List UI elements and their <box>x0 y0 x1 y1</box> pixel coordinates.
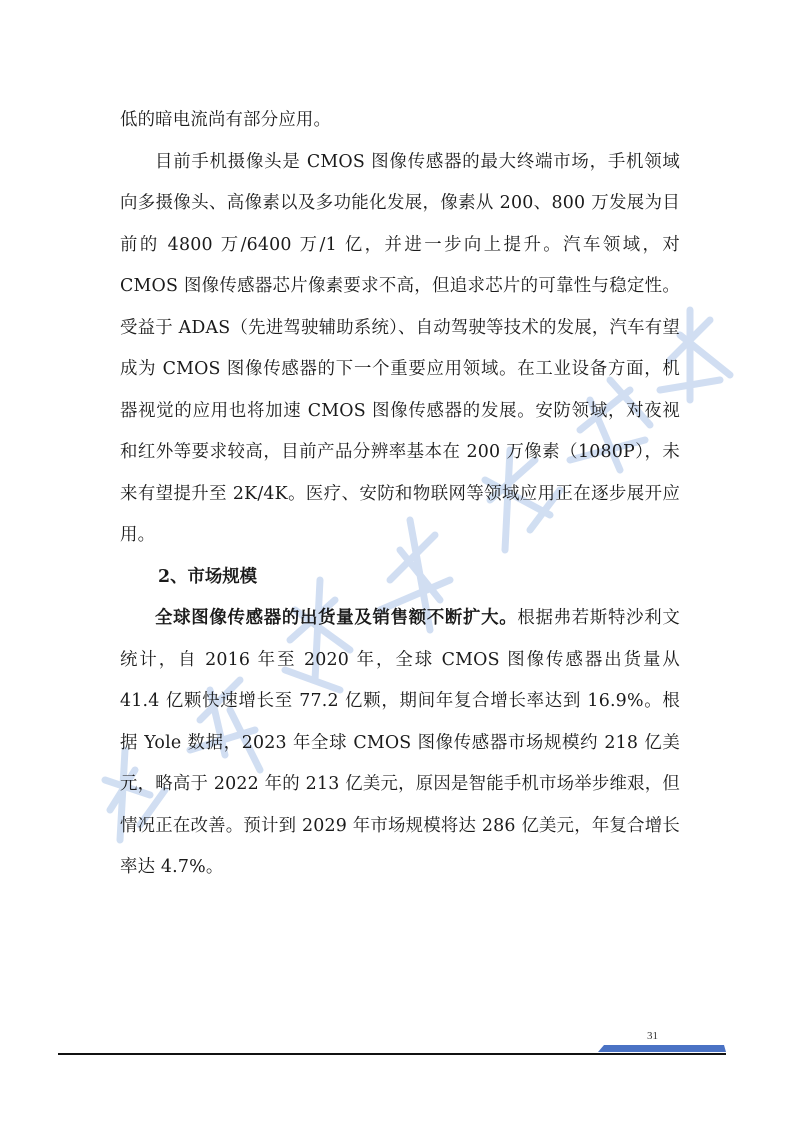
paragraph-applications: 目前手机摄像头是 CMOS 图像传感器的最大终端市场，手机领域向多摄像头、高像素以及多功能化发展，像素从 200、800 万发展为目前的 4800 万/6400 万/1 亿，并进一步向上提升。汽车领域，对 CMOS 图像传感器芯片像素要求不高，但追求芯片的可靠性与稳定性。受益于 ADAS（先进驾驶辅助系统）、自动驾驶等技术的发展，汽车有望成为 CMOS 图像传感器的下一个重要应用领域。在工业设备方面，机器视觉的应用也将加速 CMOS 图像传感器的发展。安防领域，对夜视和红外等要求较高，目前产品分辨率基本在 200 万像素（1080P），未来有望提升至 2K/4K。医疗、安防和物联网等领域应用正在逐步展开应用。 <box>120 151 680 545</box>
paragraph-bold-lead: 全球图像传感器的出货量及销售额不断扩大。 <box>155 608 518 628</box>
footer-rule <box>58 1053 726 1055</box>
section-heading-market-size: 2、市场规模 <box>158 566 258 587</box>
paragraph-market-text: 根据弗若斯特沙利文统计，自 2016 年至 2020 年，全球 CMOS 图像传感器出货量从 41.4 亿颗快速增长至 77.2 亿颗，期间年复合增长率达到 16.9%。根据 Yole 数据，2023 年全球 CMOS 图像传感器市场规模约 218 亿美元，略高于 2022 年的 213 亿美元，原因是智能手机市场举步维艰，但情况正在改善。预计到 2029 年市场规模将达 286 亿美元，年复合增长率达 4.7%。 <box>120 608 680 877</box>
page-number: 31 <box>647 1030 658 1042</box>
paragraph-continuation: 低的暗电流尚有部分应用。 <box>120 110 332 130</box>
document-body <box>120 100 680 889</box>
paragraph-market-size <box>120 598 680 889</box>
